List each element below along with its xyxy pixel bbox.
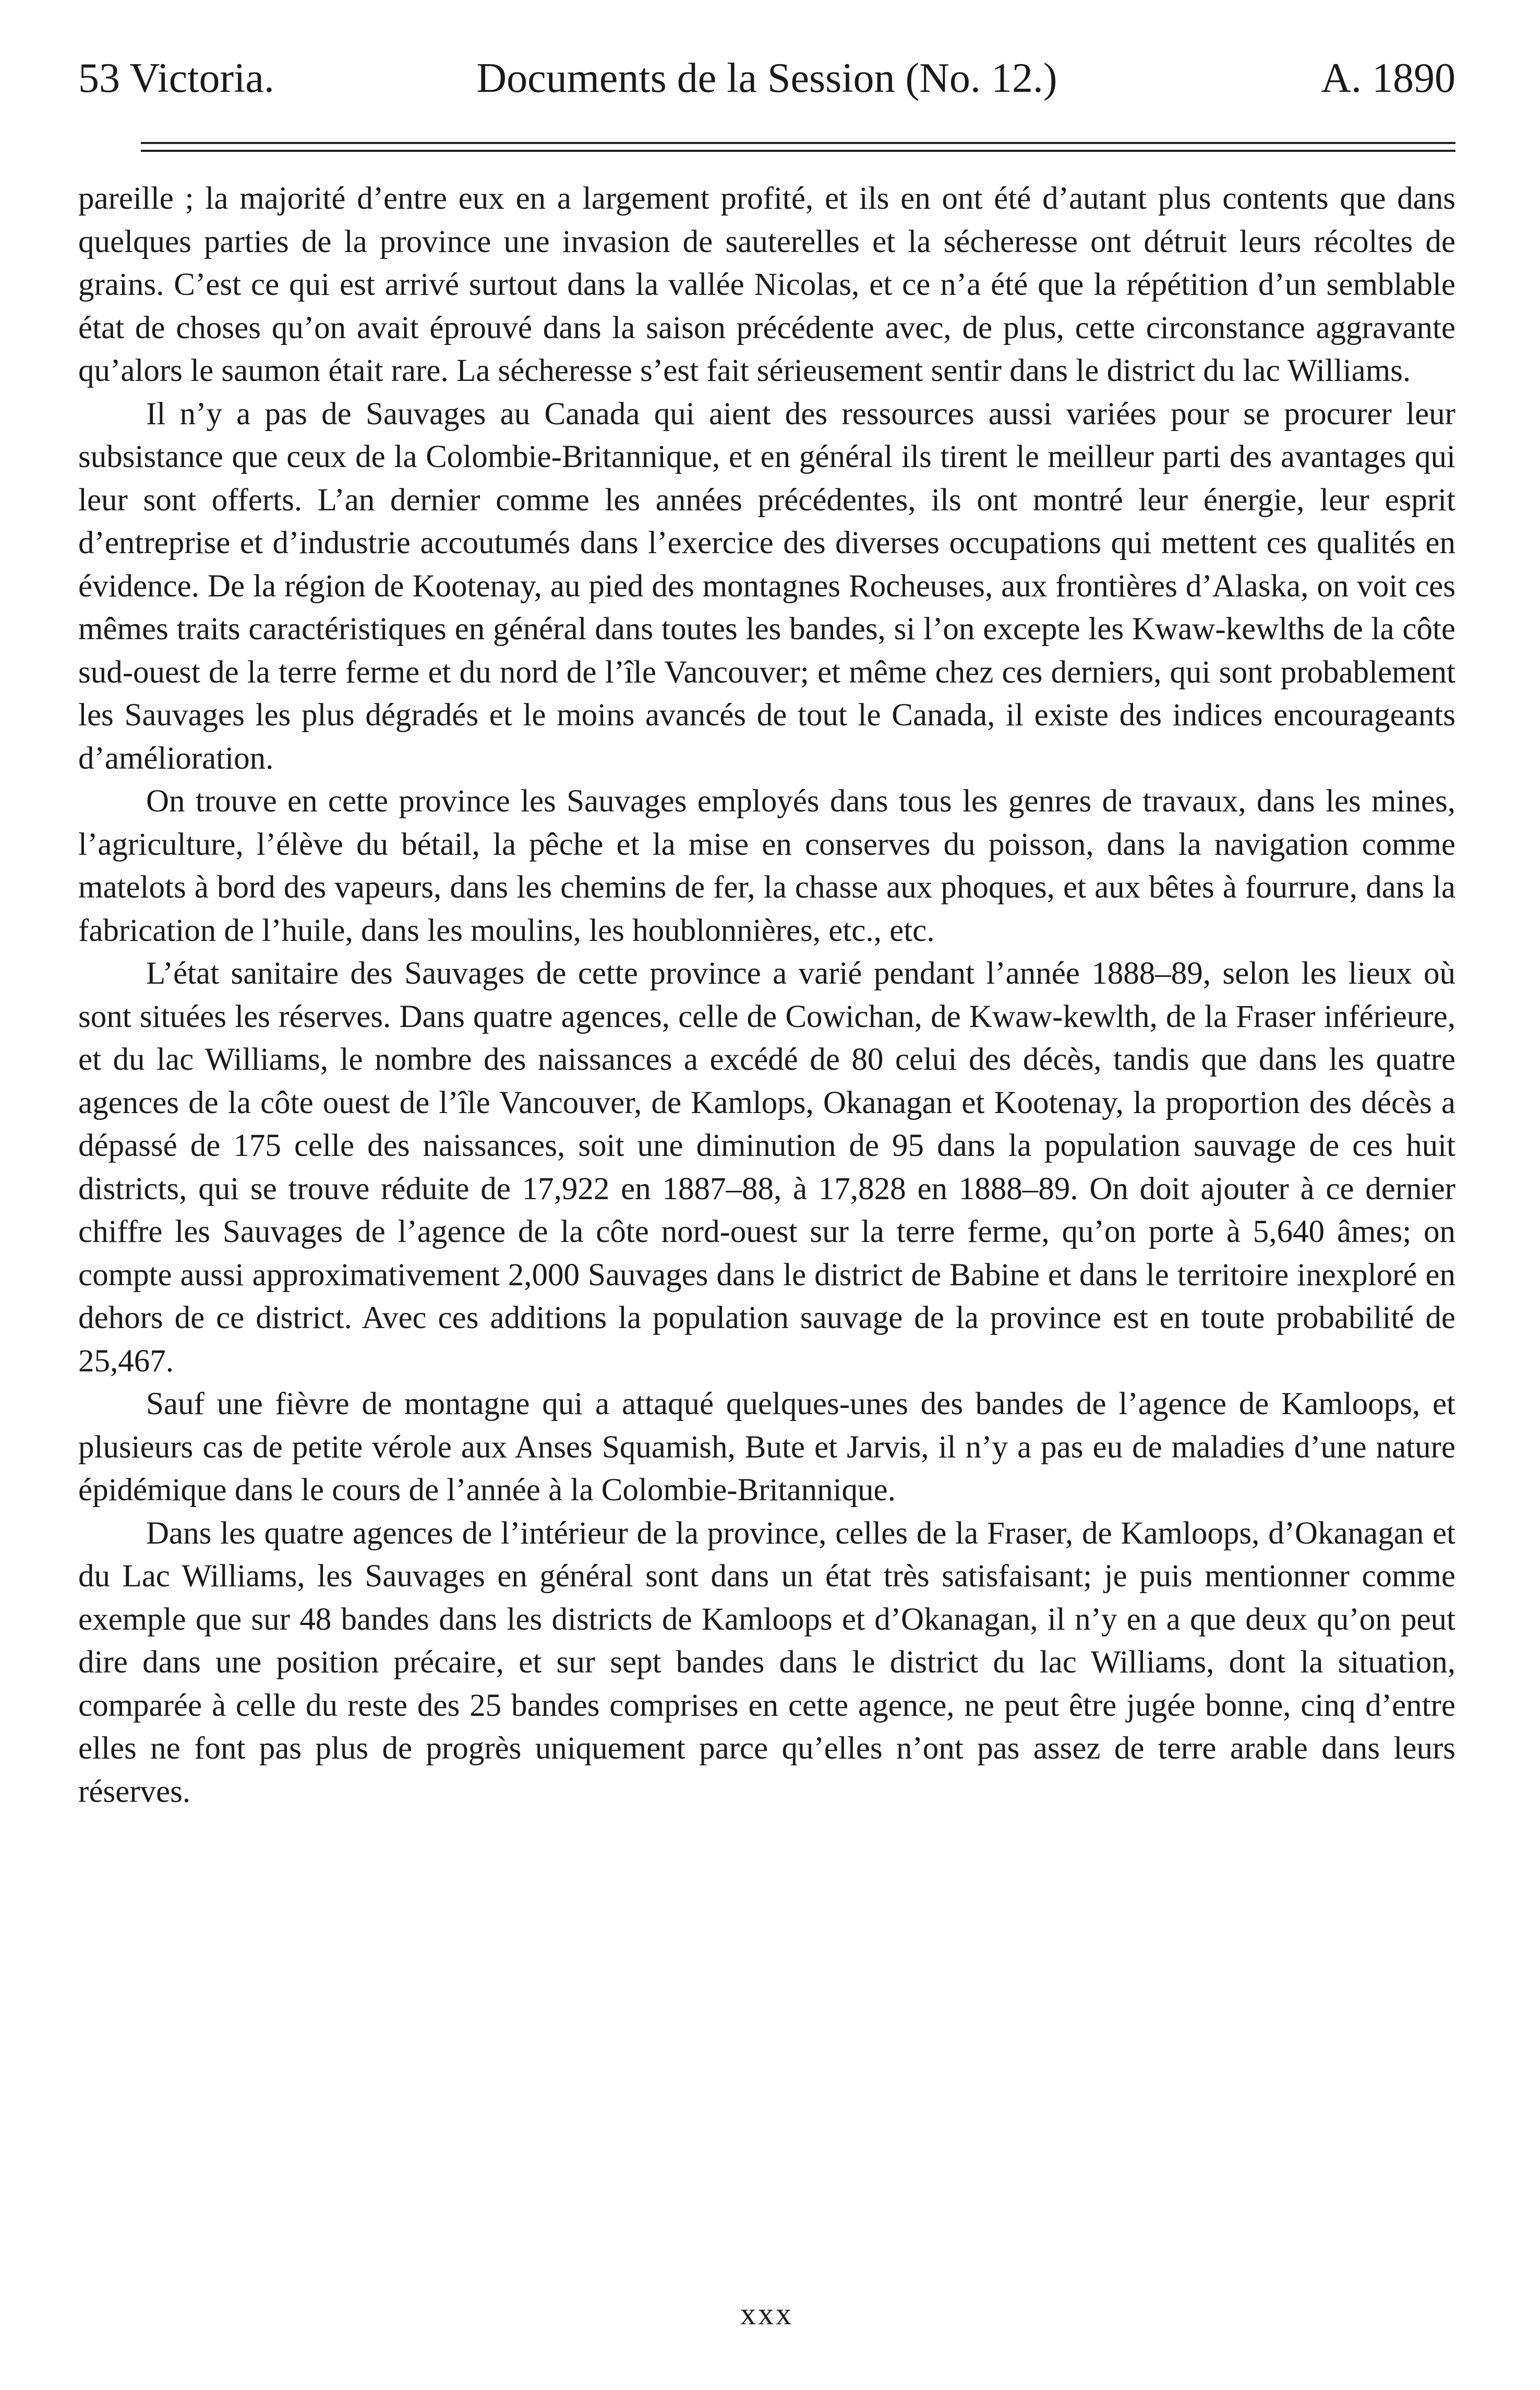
paragraph-6: Dans les quatre agences de l’intérieur de la province, celles de la Fraser, de Kamloops, d’Okanagan et du Lac Williams, les Sauvages en général sont dans un état très satisfaisant; je puis mentionner comme exemple que sur 48 bandes dans les districts de Kamloops et d’Okanagan, il n’y en a que deux qu’on peut dire dans une position précaire, et sur sept bandes dans le district du lac Williams, dont la situation, comparée à celle du reste des 25 bandes comprises en cette agence, ne peut être jugée bonne, cinq d’entre elles ne font pas plus de progrès uniquement parce qu’elles n’ont pas assez de terre arable dans leurs réserves. (78, 1515, 1455, 1809)
header-rule-top (141, 142, 1455, 144)
header-volume: 53 Victoria. (78, 55, 274, 101)
body-text (78, 177, 1455, 1813)
page-number: xxx (740, 2297, 793, 2331)
paragraph-1: pareille ; la majorité d’entre eux en a largement profité, et ils en ont été d’autant plus contents que dans quelques parties de la province une invasion de sauterelles et la sécheresse ont détruit leurs récoltes de grains. C’est ce qui est arrivé surtout dans la vallée Nicolas, et ce n’a été que la répétition d’un semblable état de choses qu’on avait éprouvé dans la saison précédente avec, de plus, cette circonstance aggravante qu’alors le saumon était rare. La sécheresse s’est fait sérieusement sentir dans le district du lac Williams. (78, 181, 1455, 388)
paragraph-5: Sauf une fièvre de montagne qui a attaqué quelques-unes des bandes de l’agence de Kamloops, et plusieurs cas de petite vérole aux Anses Squamish, Bute et Jarvis, il n’y a pas eu de maladies d’une nature épidémique dans le cours de l’année à la Colombie-Britannique. (78, 1387, 1455, 1508)
paragraph-2: Il n’y a pas de Sauvages au Canada qui aient des ressources aussi variées pour se procurer leur subsistance que ceux de la Colombie-Britannique, et en général ils tirent le meilleur parti des avantages qui leur sont offerts. L’an dernier comme les années précédentes, ils ont montré leur énergie, leur esprit d’entreprise et d’industrie accoutumés dans l’exercice des diverses occupations qui mettent ces qualités en évidence. De la région de Kootenay, au pied des montagnes Rocheuses, aux frontières d’Alaska, on voit ces mêmes traits caractéristiques en général dans toutes les bandes, si l’on excepte les Kwaw-kewlths de la côte sud-ouest de la terre ferme et du nord de l’île Vancouver; et même chez ces derniers, qui sont probablement les Sauvages les plus dégradés et le moins avancés de tout le Canada, il existe des indices encourageants d’amélioration. (78, 396, 1455, 776)
header-year: A. 1890 (1321, 55, 1455, 101)
document-page (78, 0, 1455, 2390)
paragraph-4: L’état sanitaire des Sauvages de cette province a varié pendant l’année 1888–89, selon les lieux où sont situées les réserves. Dans quatre agences, celle de Cowichan, de Kwaw-kewlth, de la Fraser inférieure, et du lac Williams, le nombre des naissances a excédé de 80 celui des décès, tandis que dans les quatre agences de la côte ouest de l’île Vancouver, de Kamlops, Okanagan et Kootenay, la proportion des décès a dépassé de 175 celle des naissances, soit une diminution de 95 dans la population sauvage de ces huit districts, qui se trouve réduite de 17,922 en 1887–88, à 17,828 en 1888–89. On doit ajouter à ce dernier chiffre les Sauvages de l’agence de la côte nord-ouest sur la terre ferme, qu’on porte à 5,640 âmes; on compte aussi approximativement 2,000 Sauvages dans le district de Babine et dans le territoire inexploré en dehors de ce district. Avec ces additions la population sauvage de la province est en toute probabilité de 25,467. (78, 956, 1455, 1379)
page-header (78, 50, 1455, 107)
header-rule-bottom (141, 150, 1455, 152)
paragraph-3: On trouve en cette province les Sauvages employés dans tous les genres de travaux, dans les mines, l’agriculture, l’élève du bétail, la pêche et la mise en conserves du poisson, dans la navigation comme matelots à bord des vapeurs, dans les chemins de fer, la chasse aux phoques, et aux bêtes à fourrure, dans la fabrication de l’huile, dans les moulins, les houblonnières, etc., etc. (78, 784, 1455, 948)
header-title: Documents de la Session (No. 12.) (476, 55, 1057, 101)
